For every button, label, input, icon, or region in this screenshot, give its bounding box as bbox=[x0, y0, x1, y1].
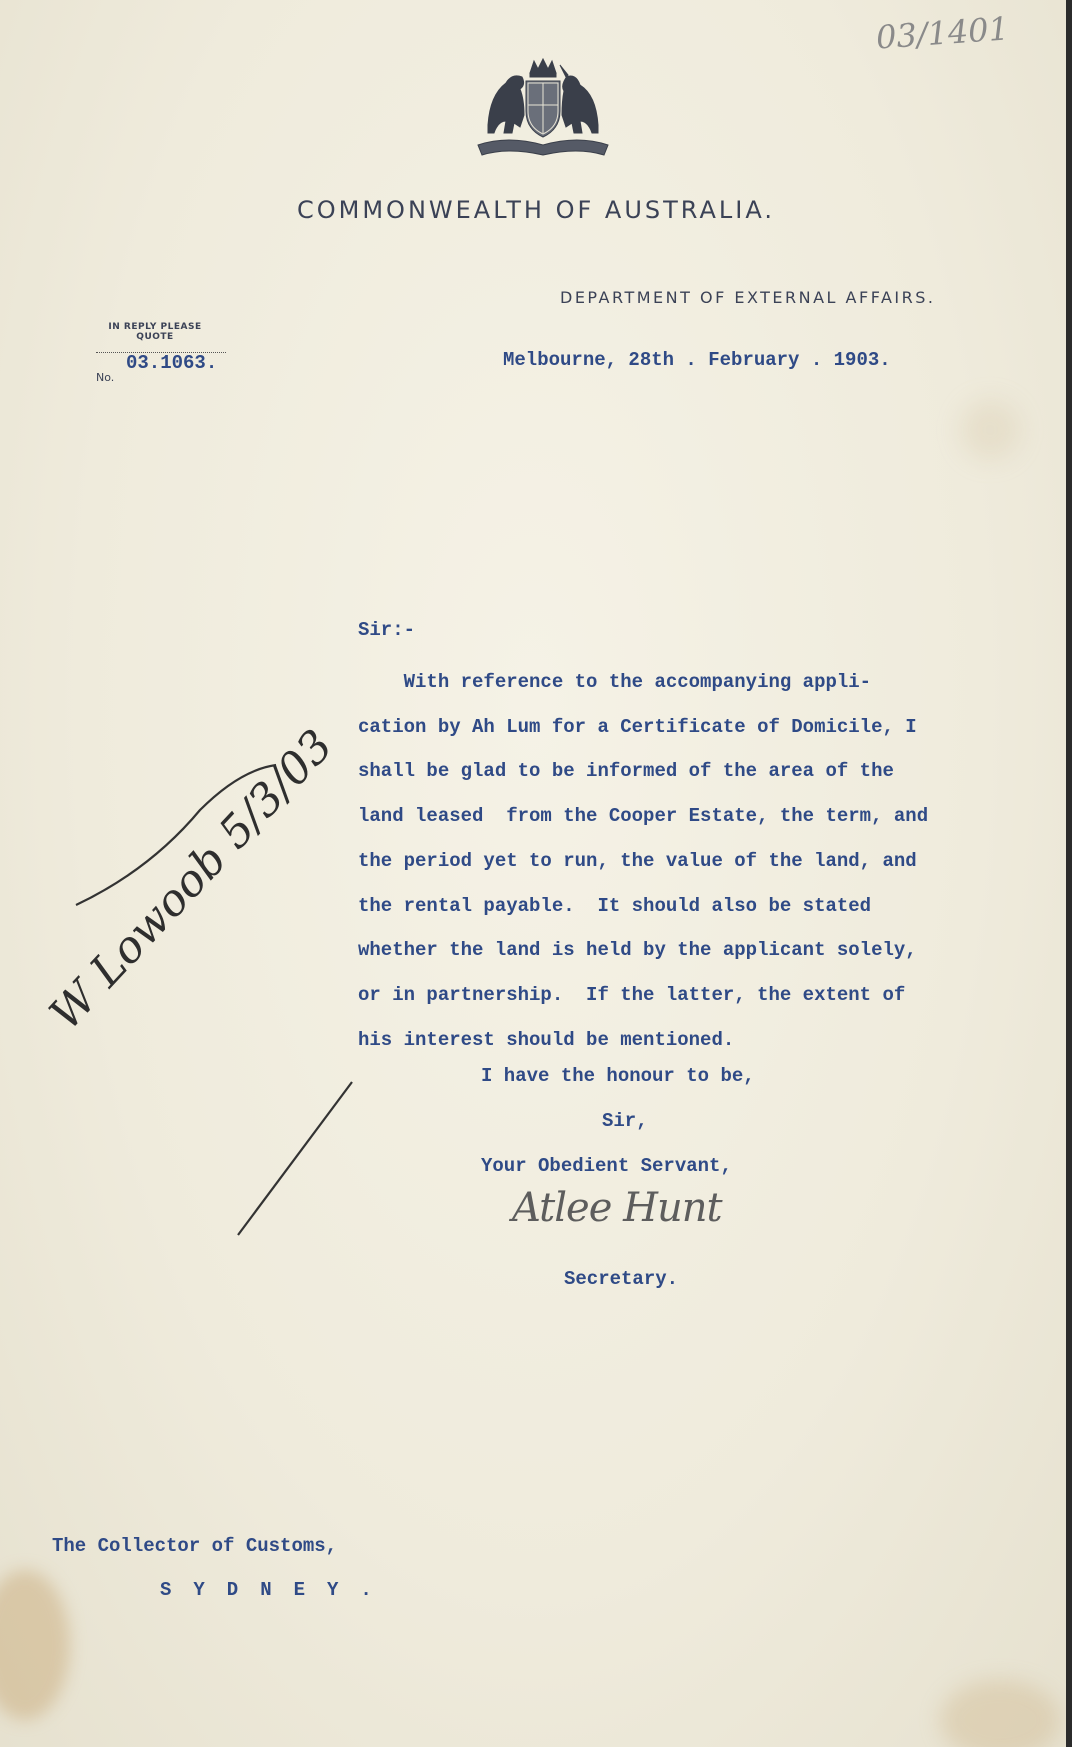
body-line: land leased from the Cooper Estate, the term, and bbox=[358, 805, 929, 828]
date-line: Melbourne, 28th . February . 1903. bbox=[503, 349, 891, 371]
body-line: shall be glad to be informed of the area of the bbox=[358, 760, 894, 783]
reply-label: IN REPLY PLEASE QUOTE bbox=[108, 322, 202, 342]
body-line: cation by Ah Lum for a Certificate of Domicile, I bbox=[358, 715, 917, 738]
no-label: No. bbox=[96, 371, 115, 384]
body-line: his interest should be mentioned. bbox=[358, 1028, 735, 1051]
letterhead-title: COMMONWEALTH OF AUSTRALIA. bbox=[296, 196, 776, 224]
file-reference-handwritten: 03/1401 bbox=[874, 9, 1011, 57]
body-line: or in partnership. If the latter, the extent of bbox=[358, 983, 906, 1006]
handwritten-signature: Atlee Hunt bbox=[512, 1185, 722, 1231]
salutation: Sir:- bbox=[358, 619, 416, 641]
closing-servant: Your Obedient Servant, bbox=[481, 1155, 732, 1177]
margin-note-handwritten: W Lowoob 5/3/03 bbox=[40, 720, 343, 1040]
addressee-line-1: The Collector of Customs, bbox=[52, 1535, 338, 1557]
closing-sir: Sir, bbox=[602, 1110, 648, 1132]
body-line: With reference to the accompanying appli- bbox=[358, 671, 872, 693]
body-line: whether the land is held by the applicant solely, bbox=[358, 939, 917, 962]
department-name: DEPARTMENT OF EXTERNAL AFFAIRS. bbox=[560, 288, 936, 307]
reference-number: 03.1063. bbox=[126, 352, 218, 374]
body-line: the period yet to run, the value of the land, and bbox=[358, 849, 917, 872]
addressee-line-2: SYDNEY. bbox=[160, 1579, 394, 1601]
body-line: the rental payable. It should also be stated bbox=[358, 894, 872, 917]
signatory-title: Secretary. bbox=[564, 1268, 679, 1290]
closing-honour: I have the honour to be, bbox=[481, 1065, 755, 1087]
